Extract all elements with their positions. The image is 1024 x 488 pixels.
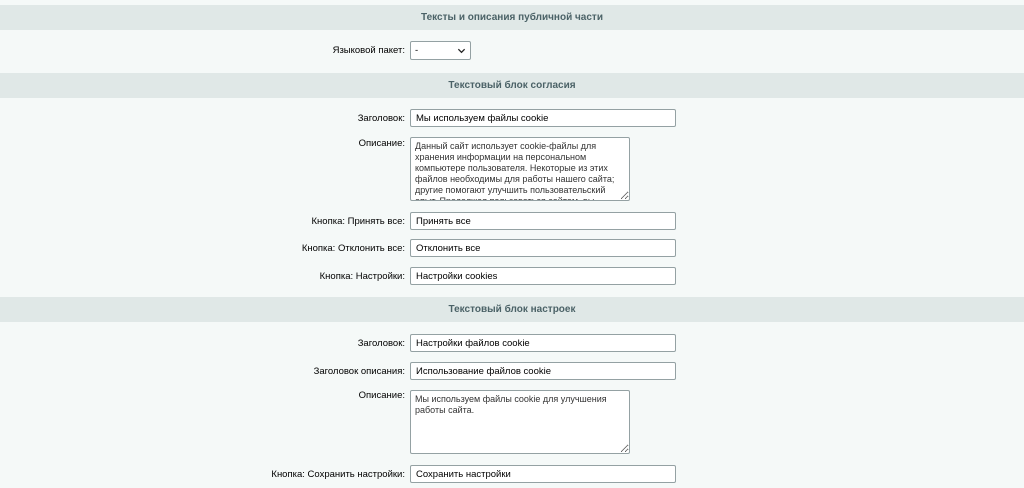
section-header-consent xyxy=(0,73,1024,98)
reject-all-label: Кнопка: Отклонить все: xyxy=(301,243,405,254)
accept-all-label: Кнопка: Принять все: xyxy=(311,216,405,227)
section-title: Тексты и описания публичной части xyxy=(421,12,603,23)
consent-heading-label: Заголовок: xyxy=(357,113,405,124)
language-pack-value: - xyxy=(415,45,419,56)
consent-description-textarea[interactable] xyxy=(410,137,630,201)
section-header-public-texts xyxy=(0,5,1024,30)
save-settings-label: Кнопка: Сохранить настройки: xyxy=(271,469,405,480)
accept-all-input[interactable] xyxy=(410,212,676,230)
language-pack-select[interactable] xyxy=(410,41,471,60)
description-heading-input[interactable] xyxy=(410,362,676,380)
settings-button-input[interactable] xyxy=(410,267,676,285)
description-heading-label: Заголовок описания: xyxy=(313,366,405,377)
consent-heading-input[interactable] xyxy=(410,109,676,127)
section-header-settings xyxy=(0,297,1024,322)
chevron-down-icon xyxy=(457,46,466,55)
section-title: Текстовый блок настроек xyxy=(448,304,576,315)
consent-description-label: Описание: xyxy=(358,138,405,149)
section-title: Текстовый блок согласия xyxy=(448,80,576,91)
reject-all-input[interactable] xyxy=(410,239,676,257)
settings-description-textarea[interactable] xyxy=(410,390,630,454)
settings-heading-label: Заголовок: xyxy=(357,338,405,349)
settings-description-label: Описание: xyxy=(358,390,405,401)
save-settings-input[interactable] xyxy=(410,465,676,483)
settings-button-label: Кнопка: Настройки: xyxy=(319,271,405,282)
settings-heading-input[interactable] xyxy=(410,334,676,352)
language-pack-label: Языковой пакет: xyxy=(332,45,405,56)
